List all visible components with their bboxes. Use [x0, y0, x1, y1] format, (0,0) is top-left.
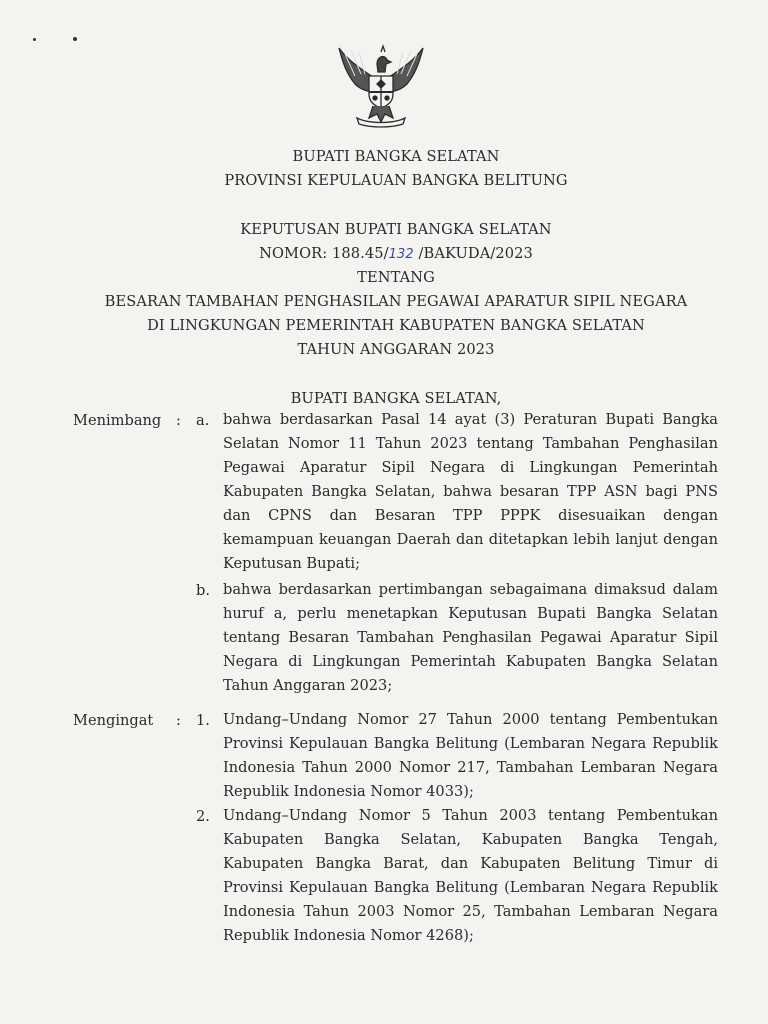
menimbang-a-marker: a. — [196, 412, 210, 429]
menimbang-a-text: bahwa berdasarkan Pasal 14 ayat (3) Peraturan Bupati Bangka Selatan Nomor 11 Tahun 2023 tentang Tambahan Penghasilan Pegawai Aparatur Sipil Negara di Lingkungan Pemerintah Kabupaten Bangka Selatan, bahwa besaran TPP ASN bagi PNS dan CPNS dan Besaran TPP PPPK disesuaikan dengan kemampuan keuangan Daerah dan ditetapkan lebih lanjut dengan Keputusan Bupati; — [223, 411, 718, 572]
scan-speck — [33, 38, 36, 41]
decree-number-handwritten: 132 — [388, 247, 414, 262]
menimbang-label: Menimbang — [73, 412, 162, 429]
mengingat-colon: : — [176, 712, 181, 729]
decree-about: TENTANG — [357, 269, 435, 286]
garuda-emblem-icon — [333, 40, 429, 128]
decree-issuer: BUPATI BANGKA SELATAN, — [290, 390, 502, 407]
mengingat-1-marker: 1. — [196, 712, 210, 729]
decree-number-prefix: NOMOR: 188.45/ — [259, 245, 389, 262]
mengingat-label: Mengingat — [73, 712, 154, 729]
header-province: PROVINSI KEPULAUAN BANGKA BELITUNG — [224, 172, 568, 189]
decree-subject-line3: TAHUN ANGGARAN 2023 — [297, 341, 495, 358]
decree-title: KEPUTUSAN BUPATI BANGKA SELATAN — [240, 221, 552, 238]
scan-speck — [73, 37, 77, 41]
mengingat-1-text: Undang–Undang Nomor 27 Tahun 2000 tentang Pembentukan Provinsi Kepulauan Bangka Belitung (Lembaran Negara Republik Indonesia Tahun 2000 Nomor 217, Tambahan Lembaran Negara Republik Indonesia Nomor 4033); — [223, 711, 718, 800]
menimbang-b-text: bahwa berdasarkan pertimbangan sebagaimana dimaksud dalam huruf a, perlu menetapkan Keputusan Bupati Bangka Selatan tentang Besaran Tambahan Penghasilan Pegawai Aparatur Sipil Negara di Lingkungan Pemerintah Kabupaten Bangka Selatan Tahun Anggaran 2023; — [223, 581, 718, 694]
header-regent: BUPATI BANGKA SELATAN — [292, 148, 500, 165]
mengingat-2-text: Undang–Undang Nomor 5 Tahun 2003 tentang Pembentukan Kabupaten Bangka Selatan, Kabupaten Bangka Tengah, Kabupaten Bangka Barat, dan Kabupaten Belitung Timur di Provinsi Kepulauan Bangka Belitung (Lembaran Negara Republik Indonesia Tahun 2003 Nomor 25, Tambahan Lembaran Negara Republik Indonesia Nomor 4268); — [223, 807, 718, 944]
decree-number — [0, 245, 768, 262]
decree-subject-line2: DI LINGKUNGAN PEMERINTAH KABUPATEN BANGKA SELATAN — [147, 317, 645, 334]
decree-number-suffix: /BAKUDA/2023 — [413, 245, 533, 262]
mengingat-2-marker: 2. — [196, 808, 210, 825]
menimbang-b-marker: b. — [196, 582, 210, 599]
decree-subject-line1: BESARAN TAMBAHAN PENGHASILAN PEGAWAI APARATUR SIPIL NEGARA — [104, 293, 688, 310]
menimbang-colon: : — [176, 412, 181, 429]
